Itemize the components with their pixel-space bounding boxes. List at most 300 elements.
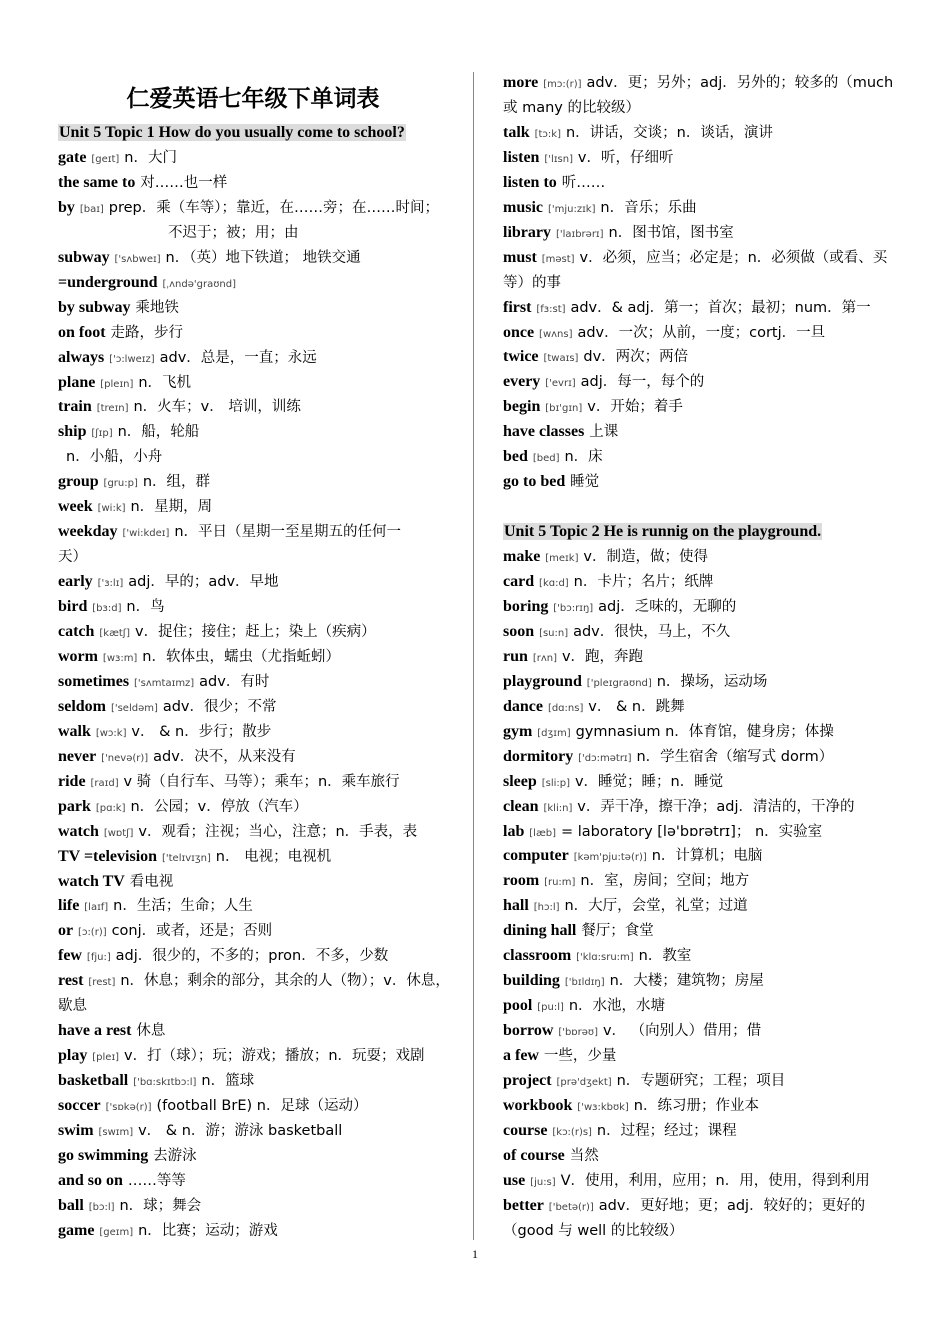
definition-text: adj．很少的，不多的；pron．不多，少数: [115, 948, 389, 965]
vocab-word: music: [503, 198, 543, 216]
vocab-entry: [58, 968, 450, 995]
definition-text: n．船，轮船: [117, 424, 200, 441]
vocab-word: a few: [503, 1047, 539, 1065]
vocab-entry: [58, 1168, 450, 1194]
entry-continuation: [503, 95, 895, 121]
phonetic: [bɔ:l]: [88, 1201, 115, 1213]
vocab-entry: [503, 1093, 895, 1120]
vocab-entry: [503, 245, 895, 272]
definition-text: adv．很少；不常: [162, 698, 277, 715]
definition-text: n．火车；v． 培训，训练: [133, 399, 301, 416]
vocab-word: or: [58, 922, 74, 940]
vocab-word: have a rest: [58, 1022, 132, 1040]
vocab-word: hall: [503, 897, 529, 915]
definition-text: 餐厅；食堂: [581, 923, 654, 940]
definition-text: 看电视: [129, 873, 174, 890]
phonetic: [dɑ:ns]: [547, 702, 584, 714]
definition-text: n．小船，小舟: [66, 449, 163, 466]
vocab-word: go swimming: [58, 1146, 149, 1164]
vocab-word: basketball: [58, 1072, 129, 1090]
page-number: 1: [472, 1247, 478, 1261]
vocab-word: borrow: [503, 1022, 554, 1040]
vocab-word: every: [503, 373, 541, 391]
vocab-entry: [58, 569, 450, 596]
vocab-entry: [503, 569, 895, 596]
definition-text: 睡觉: [570, 474, 600, 491]
vocab-entry: [503, 469, 895, 495]
phonetic: [mɔ:(r)]: [543, 79, 582, 90]
vocab-entry: [58, 619, 450, 646]
definition-text: n．球；舞会: [119, 1197, 202, 1214]
vocab-word: use: [503, 1171, 526, 1189]
phonetic: [rest]: [88, 977, 116, 989]
vocab-entry: [503, 220, 895, 247]
vocab-word: listen: [503, 148, 540, 166]
definition-text: adv．决不，从来没有: [153, 748, 296, 765]
definition-text: n．讲话，交谈；n．谈话，演讲: [565, 124, 773, 141]
entry-continuation: [503, 1218, 895, 1244]
phonetic: [kəm'pju:tə(r)]: [573, 852, 647, 864]
phonetic: [kɔ:(r)s]: [552, 1126, 592, 1138]
definition-text: （good 与 well 的比较级）: [503, 1222, 684, 1239]
vocab-word: listen to: [503, 173, 557, 191]
definition-text: n．生活；生命；人生: [113, 898, 253, 915]
vocab-entry: [58, 893, 450, 920]
vocab-entry: [503, 1043, 895, 1069]
vocab-word: more: [503, 74, 539, 91]
vocab-word: seldom: [58, 697, 106, 715]
vocab-word: rest: [58, 972, 84, 990]
definition-text: v．制造，做；使得: [583, 549, 708, 566]
phonetic: ['sʌbweɪ]: [114, 253, 161, 265]
phonetic: ['wз:kbʊk]: [577, 1101, 629, 1113]
page-title: 仁爱英语七年级下单词表: [126, 86, 380, 112]
definition-text: 走路，步行: [110, 324, 183, 341]
vocab-word: TV =television: [58, 847, 158, 865]
vocab-entry: [503, 993, 895, 1020]
vocab-entry: [503, 694, 895, 721]
phonetic: [sli:p]: [541, 777, 571, 789]
vocab-word: plane: [58, 373, 96, 391]
vocab-word: classroom: [503, 947, 572, 965]
vocab-word: worm: [58, 647, 98, 665]
vocab-entry: [503, 644, 895, 671]
definition-text: n．过程；经过；课程: [596, 1122, 737, 1139]
phonetic: [wɒtʃ]: [103, 827, 134, 839]
phonetic: [raɪd]: [90, 777, 119, 789]
vocab-word: run: [503, 647, 528, 665]
entry-continuation: [503, 270, 895, 296]
phonetic: [hɔ:l]: [533, 902, 560, 914]
vocab-word: few: [58, 947, 82, 965]
vocab-entry: [58, 1143, 450, 1169]
definition-text: 等）的事: [503, 274, 561, 291]
phonetic: [ɔ:(r)]: [78, 927, 107, 939]
vocab-entry: [58, 644, 450, 671]
vocab-entry: [58, 295, 450, 321]
definition-text: v 骑（自行车、马等）；乘车；n．乘车旅行: [123, 773, 400, 790]
phonetic: ['klɑ:sru:m]: [576, 952, 634, 964]
vocab-entry: [503, 419, 895, 445]
definition-text: v．睡觉；睡；n．睡觉: [574, 773, 724, 790]
vocab-entry: [503, 843, 895, 870]
vocab-entry: [58, 1043, 450, 1070]
definition-text: n．（英）地下铁道； 地铁交通: [165, 249, 361, 266]
definition-text: adj．每一，每个的: [580, 374, 705, 391]
vocab-word: bird: [58, 598, 88, 616]
definition-text: 天）: [58, 549, 87, 566]
section-heading: [503, 519, 895, 544]
definition-text: n．公园；v．停放（汽车）: [130, 798, 308, 815]
definition-text: adv．很快，马上，不久: [573, 623, 731, 640]
definition-text: v．听，仔细听: [577, 149, 674, 166]
vocab-word: walk: [58, 722, 91, 740]
phonetic: ['sɒkə(r)]: [105, 1102, 152, 1114]
definition-text: adj．早的；adv．早地: [128, 574, 279, 591]
phonetic: [bed]: [532, 453, 560, 465]
vocab-entry: [58, 819, 450, 846]
vocab-entry: [503, 769, 895, 796]
vocab-word: make: [503, 548, 541, 566]
definition-text: n．飞机: [138, 374, 192, 391]
vocab-entry: [58, 1018, 450, 1044]
definition-text: v． & n．跳舞: [588, 698, 685, 715]
phonetic: [wɔ:k]: [95, 727, 127, 739]
vocab-entry: [503, 369, 895, 396]
vocab-word: workbook: [503, 1096, 573, 1114]
phonetic: ['sʌmtaɪmz]: [134, 677, 195, 689]
vocab-word: game: [58, 1221, 95, 1239]
vocab-word: dance: [503, 697, 543, 715]
vocab-entry: [503, 544, 895, 571]
phonetic: [wi:k]: [97, 503, 126, 515]
phonetic: ['bɪldɪŋ]: [564, 977, 605, 989]
definition-text: n．软体虫，蠕虫（尤指蚯蚓）: [142, 648, 340, 665]
phonetic: ['mju:zɪk]: [547, 203, 596, 215]
vocab-word: playground: [503, 672, 582, 690]
definition-text: n．音乐；乐曲: [600, 199, 697, 216]
vocab-entry: [503, 669, 895, 696]
definition-text: n．操场，运动场: [656, 673, 768, 690]
vocab-entry: [58, 519, 450, 546]
phonetic: [rʌn]: [532, 652, 558, 664]
vocab-entry: [58, 320, 450, 346]
definition-text: n．教室: [638, 948, 692, 965]
definition-text: v． & n．步行；散步: [131, 723, 272, 740]
definition-text: v．捉住；接住；赶上；染上（疾病）: [135, 624, 376, 640]
vocab-word: must: [503, 248, 537, 266]
definition-text: n．比赛；运动；游戏: [138, 1222, 278, 1239]
vocab-entry: [503, 719, 895, 746]
vocab-entry: [503, 444, 895, 471]
phonetic: [læb]: [529, 827, 557, 839]
phonetic: ['dɔ:mətrɪ]: [578, 752, 632, 764]
definition-text: n．大楼；建筑物；房屋: [609, 973, 764, 990]
phonetic: ['laɪbrərɪ]: [555, 228, 604, 240]
vocab-entry: [503, 594, 895, 621]
vocab-word: begin: [503, 398, 541, 416]
vocab-word: ball: [58, 1196, 84, 1214]
phonetic: [fju:]: [86, 952, 111, 964]
phonetic: [prə'dʒekt]: [556, 1077, 612, 1088]
vocab-entry: [503, 295, 895, 322]
phonetic: [meɪk]: [545, 553, 579, 565]
phonetic: [geɪt]: [91, 153, 120, 165]
vocab-word: of course: [503, 1146, 565, 1164]
definition-text: n．组，群: [142, 474, 211, 491]
phonetic: ['bɑ:skɪtbɔ:l]: [133, 1077, 197, 1089]
phonetic: ['pleɪgraʊnd]: [586, 677, 652, 689]
section-heading: [58, 120, 450, 145]
entry-continuation: [58, 544, 450, 570]
phonetic: [wʌns]: [539, 328, 573, 340]
vocab-entry: [503, 794, 895, 821]
vocab-word: better: [503, 1196, 544, 1214]
vocab-word: the same to: [58, 173, 136, 191]
phonetic: ['telɪvɪʒn]: [161, 852, 211, 864]
phonetic: ['wi:kdeɪ]: [122, 528, 170, 540]
vocab-word: bed: [503, 448, 528, 466]
entry-continuation: [58, 993, 450, 1019]
vocab-entry: [503, 120, 895, 147]
definition-text: adv．总是，一直；永远: [159, 349, 317, 366]
definition-text: n．平日（星期一至星期五的任何一: [174, 524, 402, 541]
vocab-entry: [503, 1018, 895, 1045]
vocab-word: by: [58, 198, 75, 216]
definition-text: gymnasium n．体育馆，健身房；体操: [575, 723, 834, 740]
definition-text: 不迟于；被；用；由: [168, 224, 299, 241]
vocab-entry: [503, 868, 895, 895]
definition-text: adv．更好地；更；adj．较好的；更好的: [598, 1197, 866, 1214]
vocab-entry: [58, 869, 450, 895]
vocab-word: library: [503, 223, 551, 241]
vocab-word: weekday: [58, 523, 118, 541]
vocab-entry: [503, 394, 895, 421]
definition-text: 休息: [136, 1023, 166, 1040]
definition-text: 当然: [569, 1147, 599, 1164]
vocab-word: group: [58, 473, 99, 491]
phonetic: ['ɔ:lweɪz]: [109, 353, 155, 365]
vocab-entry: [503, 1168, 895, 1195]
vocab-entry: [58, 494, 450, 521]
vocab-word: course: [503, 1121, 548, 1139]
definition-text: n． 电视；电视机: [215, 848, 332, 865]
vocab-word: room: [503, 872, 540, 890]
phonetic: [pu:l]: [537, 1002, 564, 1014]
vocab-word: computer: [503, 847, 569, 865]
vocab-entry: [58, 744, 450, 771]
phonetic: [bз:d]: [92, 603, 122, 615]
definition-text: 乘地铁: [135, 299, 179, 316]
phonetic: [geɪm]: [99, 1226, 134, 1238]
vocab-word: never: [58, 747, 97, 765]
phonetic: [su:n]: [539, 627, 569, 639]
vocab-word: by subway: [58, 298, 131, 316]
vocab-entry: [58, 195, 450, 222]
vocab-word: talk: [503, 123, 530, 141]
vocab-entry: [58, 794, 450, 821]
vocab-word: soon: [503, 622, 535, 640]
vocab-entry: [503, 1118, 895, 1145]
definition-text: v．开始；着手: [587, 399, 683, 416]
phonetic: [ʃɪp]: [91, 428, 113, 440]
vocab-word: dormitory: [503, 747, 574, 765]
vocab-word: card: [503, 573, 535, 590]
phonetic: ['bɒrəʊ]: [558, 1027, 598, 1039]
definition-text: n．星期，周: [130, 499, 213, 516]
vocab-word: watch TV: [58, 872, 125, 890]
section-heading-text: Unit 5 Topic 2 He is runnig on the playground.: [504, 523, 822, 541]
vocab-entry: [503, 819, 895, 846]
phonetic: [baɪ]: [79, 203, 104, 215]
vocab-word: ship: [58, 423, 87, 441]
vocab-entry: [503, 195, 895, 222]
phonetic: ['evrɪ]: [545, 378, 576, 390]
phonetic: [pɑ:k]: [95, 802, 126, 814]
vocab-entry: [503, 145, 895, 172]
vocab-word: project: [503, 1072, 552, 1089]
vocab-word: play: [58, 1047, 88, 1065]
definition-text: prep．乘（车等）；靠近，在……旁；在……时间；: [108, 199, 440, 216]
definition-text: n．图书馆，图书室: [608, 224, 734, 241]
vocab-word: sleep: [503, 772, 537, 790]
definition-text: = laboratory [lə'bɒrətrɪ]； n．实验室: [560, 823, 823, 840]
vocab-entry: [58, 719, 450, 746]
definition-text: 听……: [561, 174, 606, 191]
vocab-entry: [58, 394, 450, 421]
vocab-word: on foot: [58, 323, 106, 341]
vocab-word: clean: [503, 797, 539, 815]
definition-text: adv．有时: [199, 673, 270, 690]
vocab-entry: [503, 1193, 895, 1220]
vocab-entry: [503, 344, 895, 371]
definition-text: n．床: [564, 449, 603, 466]
phonetic: [ju:s]: [530, 1176, 556, 1188]
definition-text: adv．更；另外；adj．另外的；较多的（much: [586, 75, 894, 91]
phonetic: [laɪf]: [84, 902, 109, 914]
definition-text: adv．一次；从前，一度；cortj．一旦: [577, 324, 826, 341]
vocab-entry: [58, 918, 450, 945]
vocab-entry: [58, 1218, 450, 1245]
phonetic: [wз:m]: [102, 652, 138, 664]
vocab-word: early: [58, 573, 93, 591]
phonetic: ['nevə(r)]: [101, 752, 149, 764]
vocab-entry: [503, 968, 895, 995]
phonetic: ['betə(r)]: [548, 1201, 594, 1213]
definition-text: conj．或者，还是；否则: [111, 923, 273, 940]
definition-text: V．使用，利用，应用；n．用，使用，得到利用: [560, 1172, 870, 1189]
section-heading-text: Unit 5 Topic 1 How do you usually come to school?: [59, 124, 405, 141]
phonetic: ['bɔ:rɪŋ]: [553, 602, 594, 614]
vocab-entry: [58, 345, 450, 372]
vocab-word: life: [58, 897, 80, 915]
phonetic: ['lɪsn]: [544, 153, 573, 165]
vocab-entry: [58, 170, 450, 196]
vocab-word: go to bed: [503, 473, 566, 491]
vocab-word: dining hall: [503, 922, 577, 940]
phonetic: [məst]: [541, 253, 575, 265]
definition-text: n．篮球: [201, 1073, 255, 1090]
vocab-word: have classes: [503, 423, 585, 441]
vocab-word: week: [58, 498, 93, 516]
vocab-word: ride: [58, 772, 86, 790]
vocab-word: pool: [503, 997, 533, 1015]
phonetic: [pleɪ]: [92, 1052, 120, 1064]
definition-text: v．弄干净，擦干净；adj．清洁的，干净的: [577, 798, 855, 815]
phonetic: [twaɪs]: [543, 353, 579, 365]
definition-text: n．卡片；名片；纸牌: [573, 574, 714, 590]
vocab-entry: [503, 320, 895, 347]
definition-text: n．计算机；电脑: [651, 848, 763, 865]
definition-text: dv．两次；两倍: [583, 349, 689, 366]
vocab-entry: [58, 594, 450, 621]
vocab-entry: [503, 70, 895, 97]
definition-text: 上课: [589, 424, 619, 441]
vocab-entry: [58, 245, 450, 272]
vocab-entry: [58, 694, 450, 721]
vocab-word: train: [58, 398, 92, 416]
vocab-entry: [58, 1118, 450, 1145]
definition-text: v． & n．游；游泳 basketball: [138, 1123, 343, 1139]
vocab-word: once: [503, 323, 535, 341]
definition-text: 或 many 的比较级）: [503, 99, 640, 116]
vocab-word: swim: [58, 1122, 94, 1139]
vocab-word: boring: [503, 597, 549, 615]
phonetic: [kli:n]: [543, 802, 573, 814]
definition-text: adj．乏味的，无聊的: [598, 598, 737, 615]
vocab-word: always: [58, 348, 105, 366]
vocab-word: gym: [503, 722, 533, 740]
phonetic: [tɔ:k]: [534, 128, 561, 140]
definition-text: ……等等: [127, 1172, 186, 1189]
definition-text: n．休息；剩余的部分，其余的人（物）；v．休息，: [120, 973, 450, 990]
definition-text: n．大门: [124, 149, 177, 166]
vocab-word: building: [503, 972, 560, 990]
phonetic: [kætʃ]: [99, 628, 131, 639]
vocab-word: =underground: [58, 273, 158, 291]
vocab-entry: [58, 370, 450, 397]
vocab-entry: [58, 1093, 450, 1120]
definition-text: n．练习册；作业本: [633, 1097, 759, 1114]
definition-text: n．室，房间；空间；地方: [580, 873, 750, 890]
definition-text: 歇息: [58, 998, 87, 1015]
phonetic: [dʒɪm]: [537, 727, 571, 739]
vocab-entry: [58, 1193, 450, 1220]
definition-text: v．必须，应当；必定是；n．必须做（或看、买: [579, 249, 888, 266]
vocab-word: subway: [58, 248, 110, 266]
vocab-entry: [58, 1068, 450, 1095]
phonetic: [fз:st]: [536, 303, 566, 315]
definition-text: 对……也一样: [140, 174, 228, 191]
definition-text: n．鸟: [126, 599, 165, 616]
phonetic: [pleɪn]: [100, 378, 134, 390]
phonetic: [ˌʌndə'graʊnd]: [162, 278, 236, 290]
vocab-entry: [503, 893, 895, 920]
phonetic: [treɪn]: [96, 403, 129, 415]
definition-text: 去游泳: [153, 1147, 197, 1164]
vocab-entry: [58, 469, 450, 496]
vocab-entry: [58, 943, 450, 970]
phonetic: [swɪm]: [98, 1127, 134, 1138]
phonetic: ['seldəm]: [110, 702, 158, 714]
vocab-entry: [58, 145, 450, 172]
vocab-entry: [503, 619, 895, 646]
definition-text: v． （向别人）借用；借: [602, 1023, 762, 1040]
vocab-entry: [58, 419, 450, 446]
definition-text: (football BrE) n．足球（运动）: [156, 1098, 368, 1115]
vocab-entry: [58, 769, 450, 796]
vocab-word: park: [58, 797, 91, 815]
